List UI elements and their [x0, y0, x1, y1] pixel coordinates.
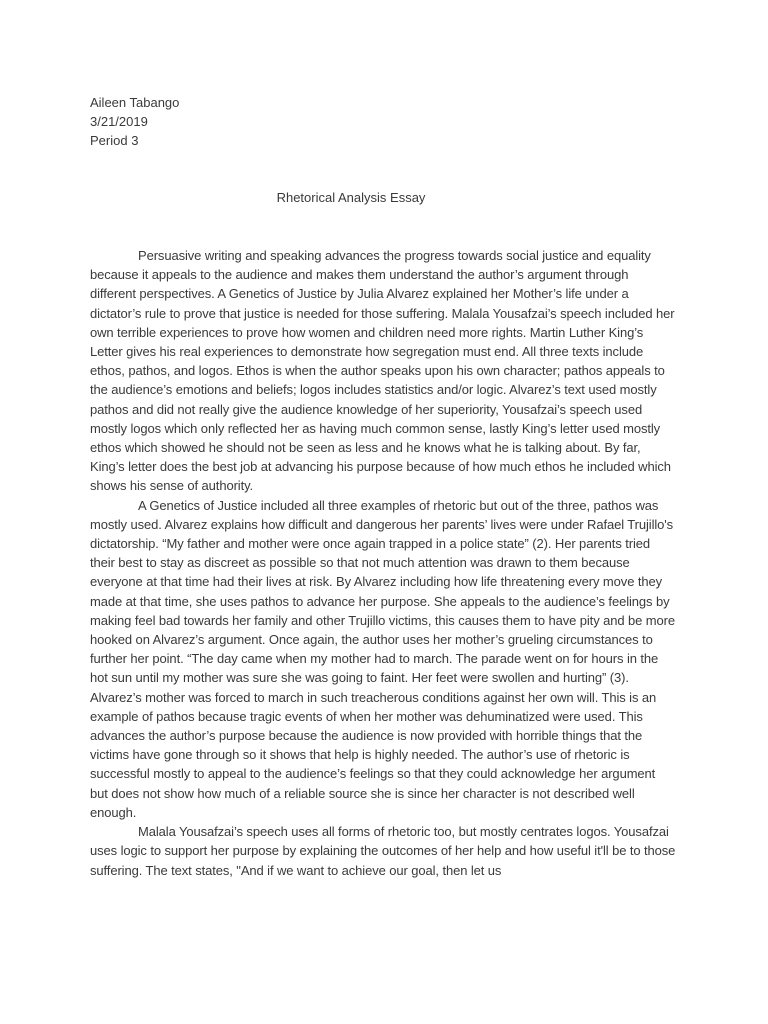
- essay-body: [90, 246, 676, 880]
- paragraph-intro: Persuasive writing and speaking advances the progress towards social justice and equality because it appeals to the audience and makes them understand the author’s argument through different perspectives. A Genetics of Justice by Julia Alvarez explained her Mother’s life under a dictator’s rule to prove that justice is needed for those suffering. Malala Yousafzai’s speech included her own terrible experiences to prove how women and children need more rights. Martin Luther King’s Letter gives his real experiences to demonstrate how segregation must end. All three texts include ethos, pathos, and logos. Ethos is when the author speaks upon his own character; pathos appeals to the audience’s emotions and beliefs; logos includes statistics and/or logic. Alvarez’s text used mostly pathos and did not really give the audience knowledge of her superiority, Yousafzai’s speech used mostly logos which only reflected her as having much common sense, lastly King’s letter used mostly ethos which showed he should not be seen as less and he knows what he is talking about. By far, King’s letter does the best job at advancing his purpose because of how much ethos he included which shows his sense of authority.: [90, 248, 675, 494]
- essay-heading: [90, 93, 690, 151]
- essay-date: 3/21/2019: [90, 114, 148, 130]
- paragraph-alvarez: A Genetics of Justice included all three examples of rhetoric but out of the three, pathos was mostly used. Alvarez explains how difficult and dangerous her parents’ lives were under Rafael Trujillo's dictatorship. “My father and mother were once again trapped in a police state” (2). Her parents tried their best to stay as discreet as possible so that not much attention was drawn to them because everyone at that time had their lives at risk. By Alvarez including how life threatening every move they made at that time, she uses pathos to advance her purpose. She appeals to the audience’s feelings by making feel bad towards her family and other Trujillo victims, this causes them to have pity and be more hooked on Alvarez’s argument. Once again, the author uses her mother’s grueling circumstances to further her point. “The day came when my mother had to march. The parade went on for hours in the hot sun until my mother was sure she was going to faint. Her feet were swollen and hurting” (3). Alvarez’s mother was forced to march in such treacherous conditions against her own will. This is an example of pathos because tragic events of when her mother was dehuminatized were used. This advances the author’s purpose because the audience is now provided with horrible things that the victims have gone through so it shows that help is highly needed. The author’s use of rhetoric is successful mostly to appeal to the audience’s feelings so that they could acknowledge her argument but does not show how much of a reliable source she is since her character is not described well enough.: [90, 497, 675, 820]
- class-period: Period 3: [90, 133, 139, 149]
- paragraph-yousafzai: Malala Yousafzai’s speech uses all forms of rhetoric too, but mostly centrates logos. Yousafzai uses logic to support her purpose by explaining the outcomes of her help and how useful it'll be to those suffering. The text states, "And if we want to achieve our goal, then let us: [90, 824, 676, 878]
- essay-title: Rhetorical Analysis Essay: [276, 190, 426, 205]
- author-name: Aileen Tabango: [90, 95, 180, 110]
